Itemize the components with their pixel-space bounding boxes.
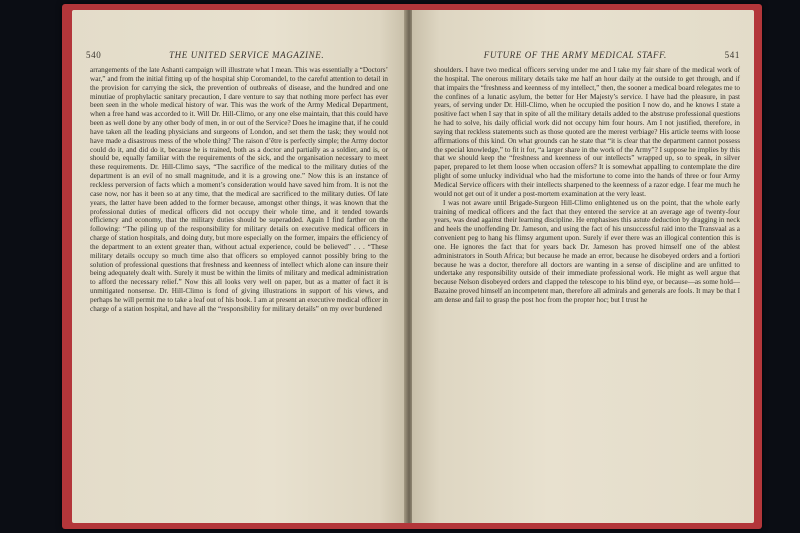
left-running-head: THE UNITED SERVICE MAGAZINE. [169, 50, 325, 60]
left-body-text [90, 66, 388, 314]
open-book [62, 4, 762, 529]
left-page-number: 540 [86, 50, 102, 60]
right-paragraph: shoulders. I have two medical officers serving under me and I take my fair share of the medical work of the hospital. The onerous military details take me half an hour daily at the outside to get through, and if that impairs the “freshness and keenness of my intellect,” then, the sooner a medical board relegates me to the confines of a lunatic asylum, the better for Her Majesty’s service. I have had the pleasure, in past years, of serving under Dr. Hill-Climo, when he occupied the position I now do, and he knows I state a positive fact when I say that in spite of all the military details added to the abstruse professional questions he had to solve, his daily official work did not occupy him four hours. Am I not justified, therefore, in saying that reckless statements such as those quoted are the merest verbiage? His article teems with loose affirmations of this kind. On what grounds can he state that “it is clear that the department cannot possess the special knowledge,” to fit it for, “a larger share in the work of the Army”? I suppose he implies by this that we should keep the “freshness and keenness of our intellects” wrapped up, so to speak, in silver paper, prepared to let them loose when occasion offers? It is somewhat appalling to contemplate the dire plight of some unlucky individual who had the misfortune to come into the hands of three or four Army Medical Service officers with their intellects sharpened to the keenness of a razor edge. I fear me much he would not get out of it under a post-mortem examination at the very least. [434, 66, 740, 198]
right-page-number: 541 [724, 50, 740, 60]
right-running-header [426, 50, 740, 60]
left-page [72, 10, 406, 523]
left-running-header [86, 50, 392, 60]
left-paragraph: arrangements of the late Ashanti campaign will illustrate what I mean. This was essentially a “Doctors’ war,” and from the initial fitting up of the hospital ship Coromandel, to the careful attention to detail in the provision for carrying the sick, the prevention of outbreaks of disease, and the hundred and one minutiae of prophylactic sanitary precaution, I dare venture to say that nothing more perfect has ever been seen in the whole medical history of war. This was the work of the Army Medical Department, when a free hand was accorded to it. Will Dr. Hill-Climo, or any one else maintain, that this could have been as well done by any other body of men, in or out of the Service? Does he imagine that, if he could have taken all the leading physicians and surgeons of London, and set them the task; they would not have made a disastrous mess of the whole thing? The raison d’être is perfectly simple; the Army doctor could do it, and did do it, because he is trained, both as a doctor and partially as a soldier, and is, or should be, equally familiar with the requirements of the sick, and the organisation necessary to meet these requirements. Dr. Hill-Climo says, “The sacrifice of the medical to the military duties of the department is an evil of no small magnitude, and it is a growing one.” Now this is an instance of reckless perversion of facts which a moment’s consideration would have saved him from. It is not the case now, nor has it been so at any time, that the medical are sacrificed to the military duties. Of late years, the latter have been added to the former because, amongst other things, it was known that the professional duties of medical officers did not occupy their whole time, and it tended towards efficiency and economy, that the military duties should be superadded. Again I find farther on the following: “The piling up of the responsibility for military details on executive medical officers in charge of station hospitals, and doing duty, but more especially on the former, impairs the efficiency of the department to an extent greater than, without actual experience, could be believed” . . . “These military details occupy so much time also that officers so employed cannot possibly bring to the solution of professional questions that freshness and keenness of intellect which alone can insure their being adequately dealt with. Surely it must be within the limits of military and medical administration to afford the necessary relief.” Now this all looks very well on paper, but as a matter of fact it is unmitigated nonsense. Dr. Hill-Climo is fond of giving illustrations in support of his views, and perhaps he will permit me to take a leaf out of his book. I am at present an executive medical officer in charge of a station hospital, and have all the “responsibility for military details” on my over burdened [90, 66, 388, 313]
right-page [412, 10, 754, 523]
right-paragraph: I was not aware until Brigade-Surgeon Hill-Climo enlightened us on the point, that the whole early training of medical officers and the fact that they entered the service at an average age of twenty-four years, was dead against their learning discipline. He emphasises this astute deduction by dragging in neck and heels the unoffending Dr. Jameson, and using the fact of his unsuccessful raid into the Transvaal as a convenient peg to hang his flimsy argument upon. Surely if ever there was an illogical contention this is one. He ignores the fact that for years back Dr. Jameson has proved himself one of the ablest administrators in South Africa; but because he made an error, because he disobeyed orders and a fortiori because he was a doctor, therefore all doctors are wanting in a sense of discipline and are unfitted to undertake any responsibility outside of their immediate professional work. He might as well argue that because Nelson disobeyed orders and clapped the telescope to his blind eye, or because—as some hold—Bazaine proved himself an incompetent man, therefore all admirals and generals are fools. It may be that I am dense and fail to grasp the post hoc from the propter hoc; but I trust he [434, 198, 740, 304]
right-body-text [434, 66, 740, 305]
right-running-head: FUTURE OF THE ARMY MEDICAL STAFF. [483, 50, 667, 60]
